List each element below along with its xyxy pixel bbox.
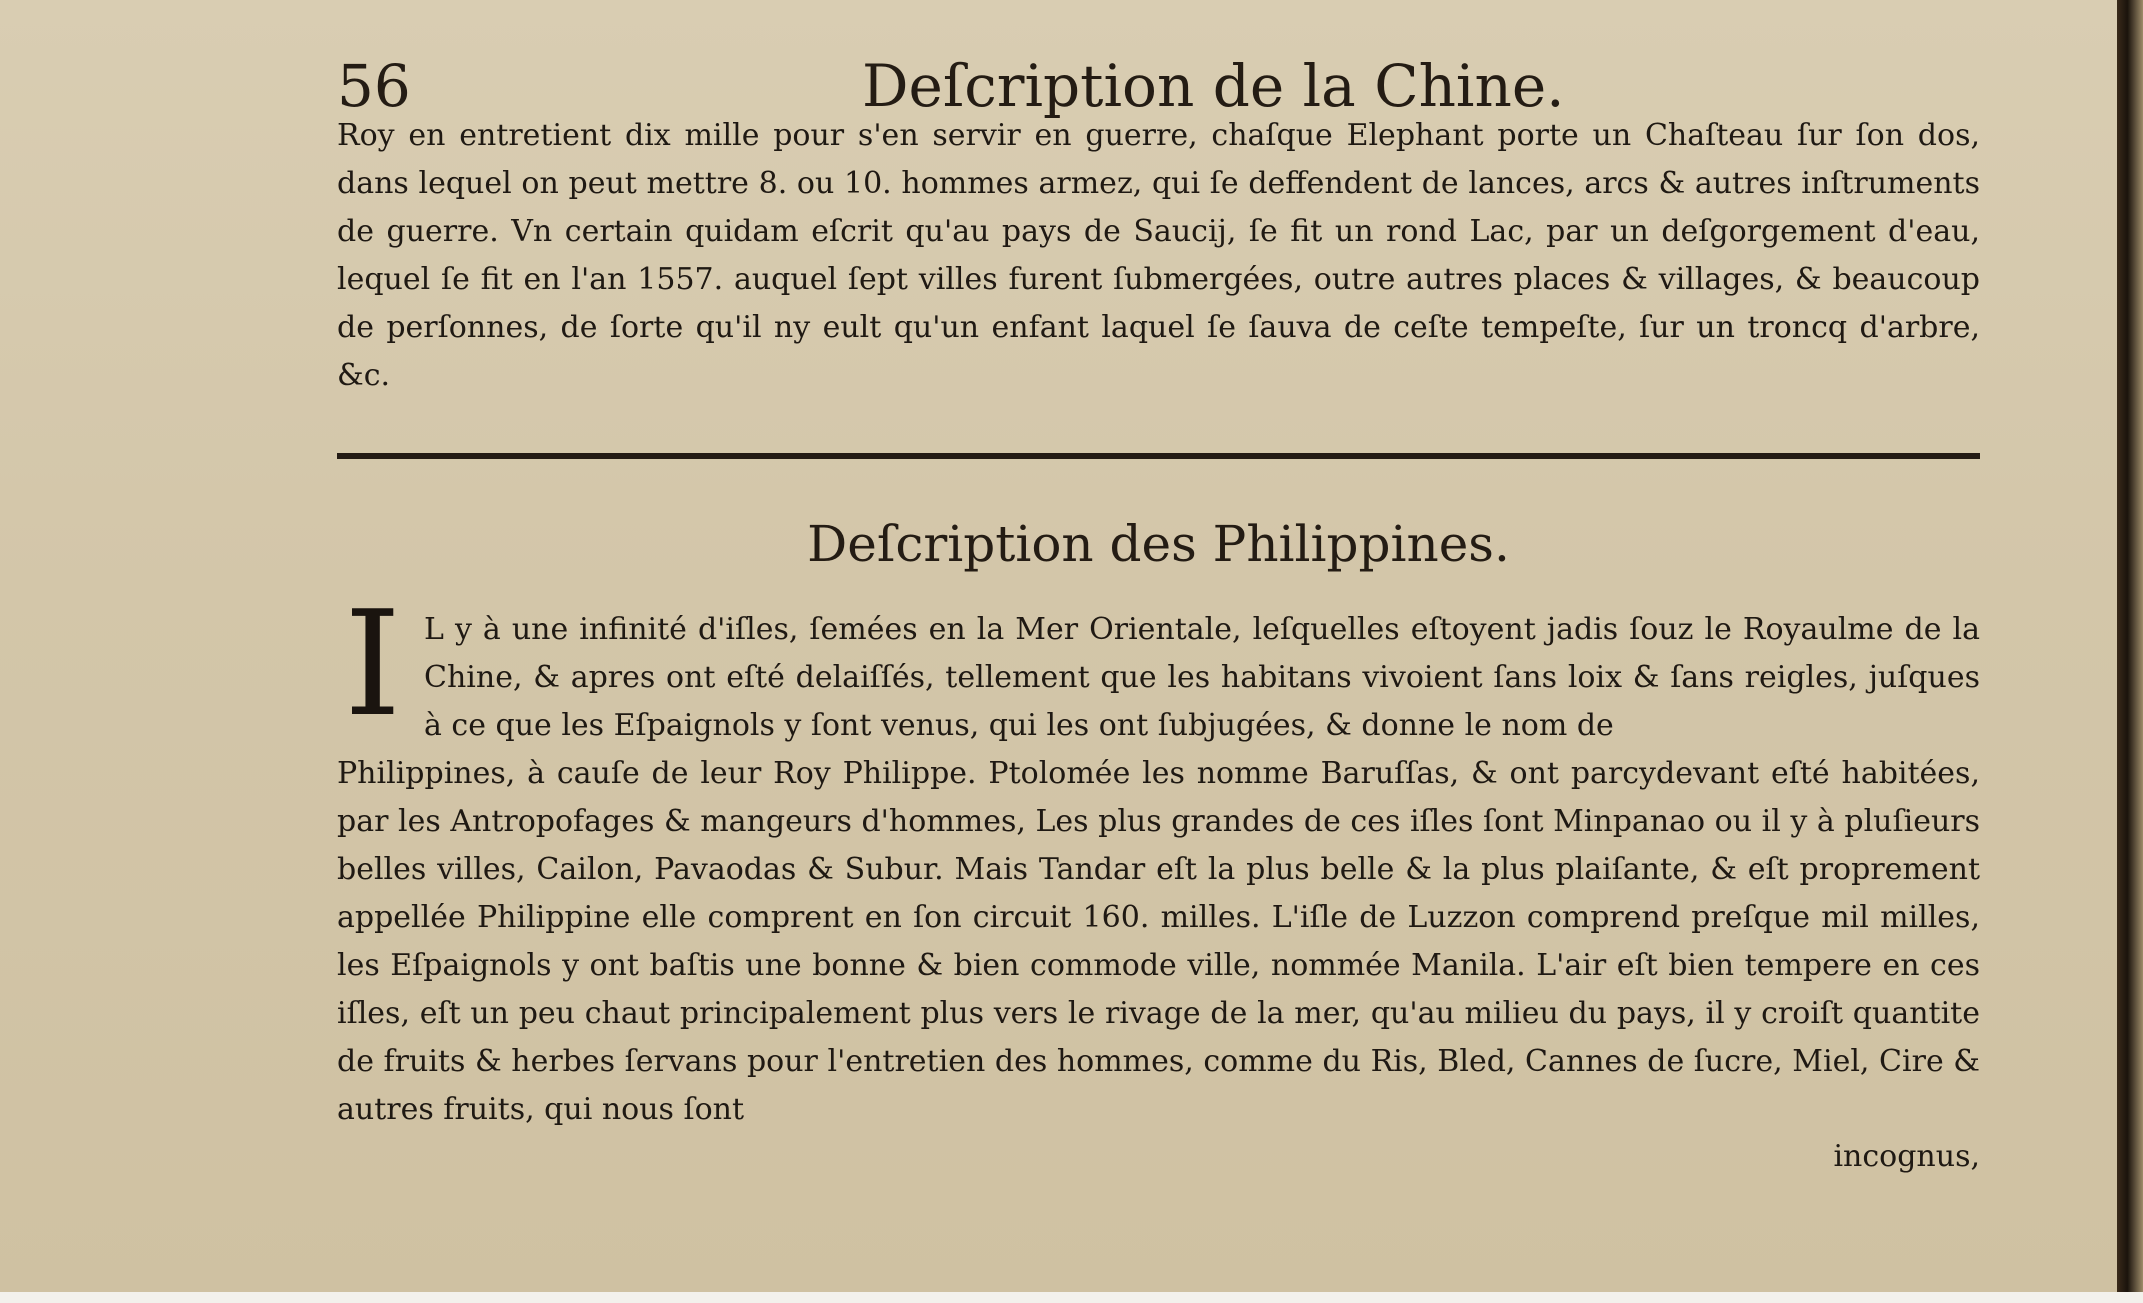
section-divider-rule xyxy=(337,453,1980,459)
paragraph-china-continued: Roy en entretient dix mille pour s'en servir en guerre, chaſque Elephant porte un Chaſteau ſur ſon dos, dans lequel on peut mettre 8. ou 10. hommes armez, qui ſe deffendent de lances, arcs & autres inſtruments de guerre. Vn certain quidam eſcrit qu'au pays de Saucij, ſe fit un rond Lac, par un deſgorgement d'eau, lequel ſe fit en l'an 1557. auquel ſept villes furent ſubmergées, outre autres places & villages, & beaucoup de perſonnes, de ſorte qu'il ny eult qu'un enfant laquel ſe ſauva de ceſte tempeſte, ſur un troncq d'arbre, &c. xyxy=(337,118,1980,393)
catchword: incognus, xyxy=(1833,1139,1980,1174)
section-title: Deſcription des Philippines. xyxy=(807,515,1510,573)
page-number: 56 xyxy=(337,52,411,120)
paragraph-philippines-opening: L y à une infinité d'iſles, ſemées en la Mer Orientale, leſquelles eſtoyent jadis ſouz le Royaulme de la Chine, & apres ont eſté delaiſſés, tellement que les habitans vivoient ſans loix & ſans reigles, juſques à ce que les Eſpaignols y ſont venus, qui les ont ſubjugées, & donne le nom de xyxy=(424,612,1980,743)
scan-bottom-margin xyxy=(0,1292,2143,1303)
drop-cap-initial: I xyxy=(344,580,402,749)
running-title: Deſcription de la Chine. xyxy=(862,52,1565,120)
paragraph-philippines-body: Philippines, à cauſe de leur Roy Philippe. Ptolomée les nomme Baruſſas, & ont parcydevant eſté habitées, par les Antropofages & mangeurs d'hommes, Les plus grandes de ces iſles ſont Minpanao ou il y à pluſieurs belles villes, Cailon, Pavaodas & Subur. Mais Tandar eſt la plus belle & la plus plaiſante, & eſt proprement appellée Philippine elle comprent en ſon circuit 160. milles. L'iſle de Luzzon comprend preſque mil milles, les Eſpaignols y ont baſtis une bonne & bien commode ville, nommée Manila. L'air eſt bien tempere en ces iſles, eſt un peu chaut principalement plus vers le rivage de la mer, qu'au milieu du pays, il y croiſt quantite de fruits & herbes ſervans pour l'entretien des hommes, comme du Ris, Bled, Cannes de ſucre, Miel, Cire & autres fruits, qui nous ſont xyxy=(337,756,1980,1127)
book-spine-edge xyxy=(2117,0,2143,1303)
